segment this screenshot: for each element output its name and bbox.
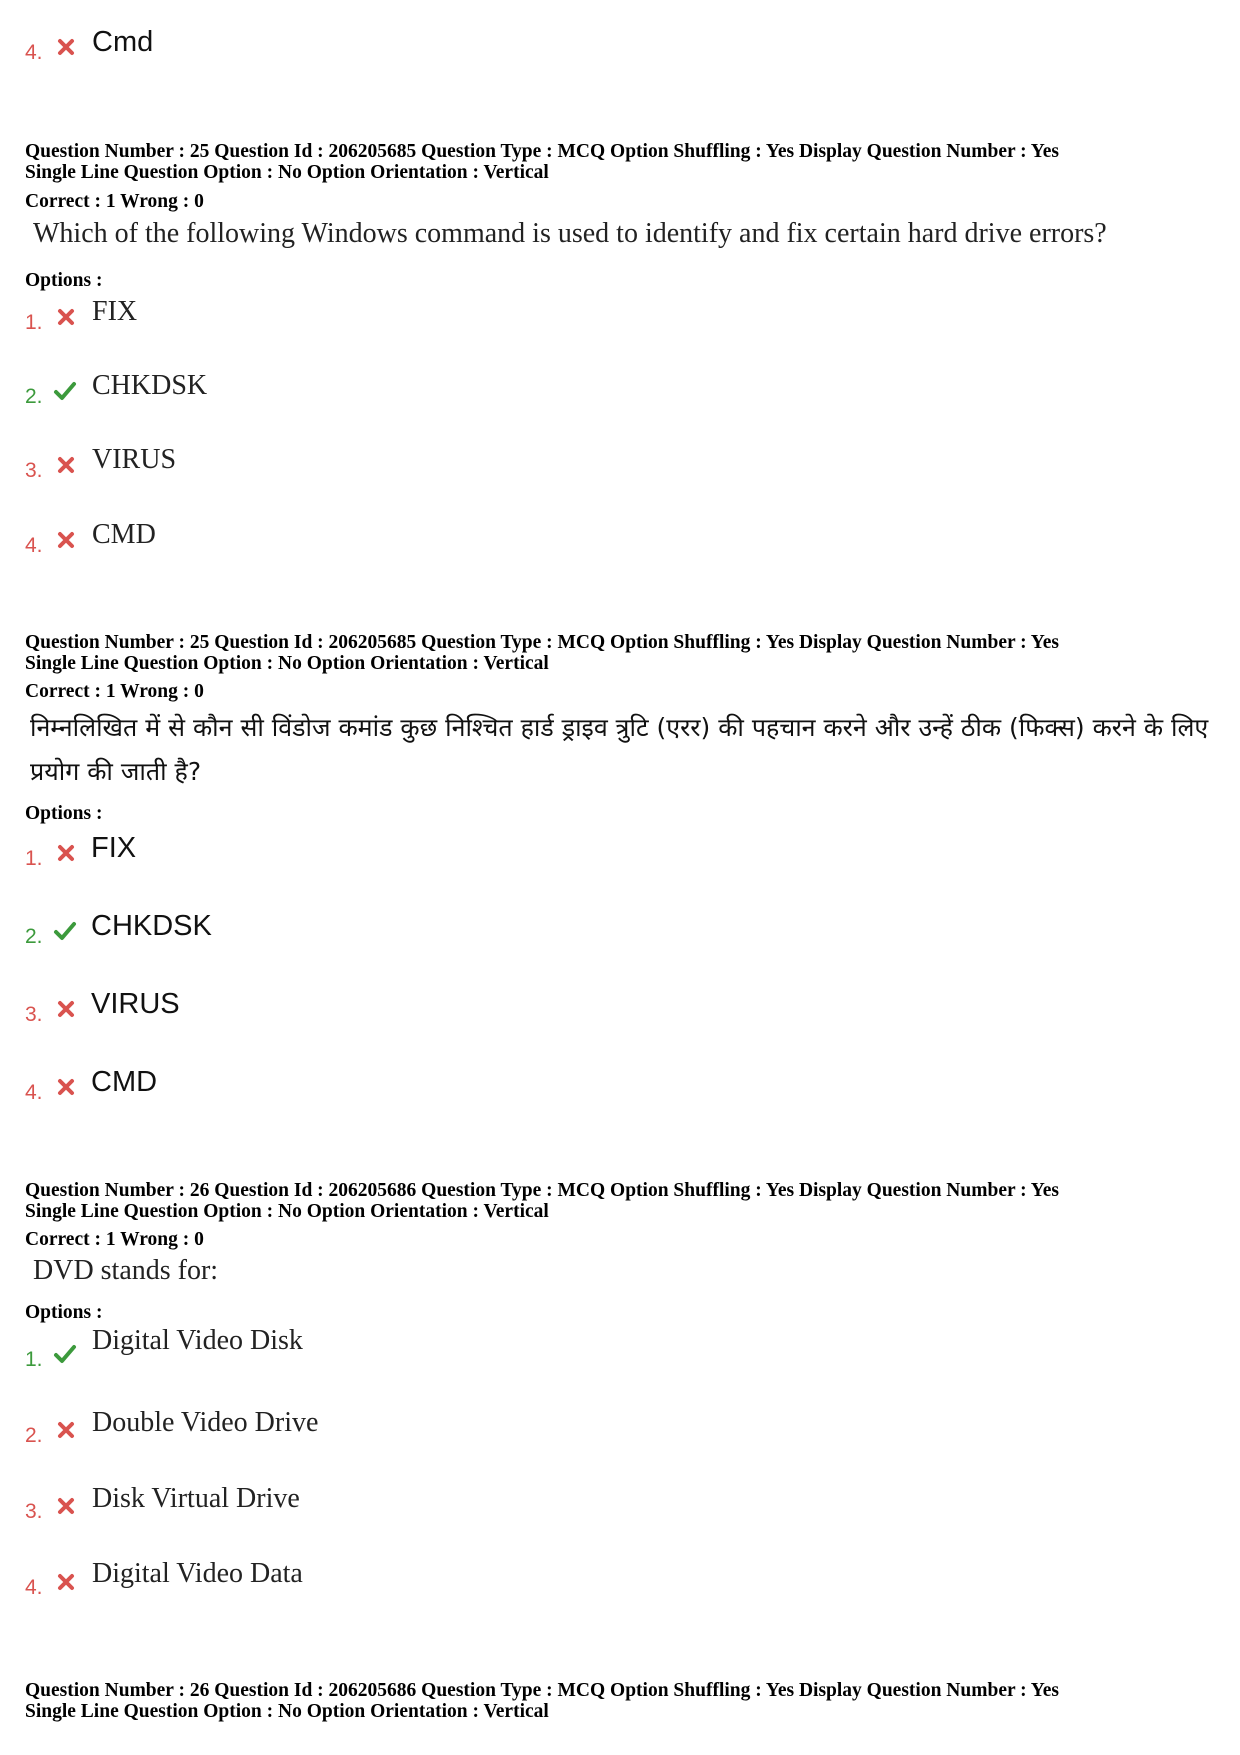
option-text: Digital Video Disk: [92, 1325, 303, 1356]
option-number: 3.: [25, 1500, 43, 1523]
question-text: निम्नलिखित में से कौन सी विंडोज कमांड कुछ निश्चित हार्ड ड्राइव त्रुटि (एरर) की पहचान करने और उन्हें ठीक (फिक्स) करने के लिए प्रयोग की जाती है?: [30, 713, 1209, 786]
option-text: Double Video Drive: [92, 1407, 319, 1438]
option-number: 1.: [25, 847, 43, 870]
option-number: 1.: [25, 311, 43, 334]
option-number: 3.: [25, 1003, 43, 1026]
marks-info: Correct : 1 Wrong : 0: [25, 681, 204, 702]
option-text: VIRUS: [92, 444, 177, 475]
cross-icon: [55, 454, 77, 476]
option-text: Disk Virtual Drive: [92, 1483, 300, 1514]
option-number: 4.: [25, 1081, 43, 1104]
question-meta: Question Number : 26 Question Id : 206205686 Question Type : MCQ Option Shuffling : Yes Display Question Number : Yes Single Line Question Option : No Option Orientation : Vertical: [25, 1680, 1059, 1722]
option-number: 2.: [25, 925, 43, 948]
option-text: Digital Video Data: [92, 1558, 303, 1589]
cross-icon: [55, 36, 77, 58]
question-meta: Question Number : 26 Question Id : 206205686 Question Type : MCQ Option Shuffling : Yes Display Question Number : Yes Single Line Question Option : No Option Orientation : Vertical: [25, 1180, 1059, 1222]
cross-icon: [55, 1571, 77, 1593]
option-number: 4.: [25, 534, 43, 557]
question-meta: Question Number : 25 Question Id : 206205685 Question Type : MCQ Option Shuffling : Yes Display Question Number : Yes Single Line Question Option : No Option Orientation : Vertical: [25, 632, 1059, 674]
question-text: Which of the following Windows command is used to identify and fix certain hard drive errors?: [33, 218, 1107, 249]
option-text: Cmd: [92, 26, 154, 58]
option-number: 2.: [25, 385, 43, 408]
option-text: CMD: [92, 519, 156, 550]
options-label: Options :: [25, 803, 103, 824]
check-icon: [53, 1343, 75, 1365]
option-text: CHKDSK: [92, 370, 208, 401]
option-text: CHKDSK: [91, 910, 212, 942]
option-text: CMD: [91, 1066, 158, 1098]
cross-icon: [55, 1495, 77, 1517]
option-text: VIRUS: [91, 988, 180, 1020]
cross-icon: [55, 842, 77, 864]
question-text: DVD stands for:: [33, 1255, 219, 1286]
question-meta: Question Number : 25 Question Id : 206205685 Question Type : MCQ Option Shuffling : Yes Display Question Number : Yes Single Line Question Option : No Option Orientation : Vertical: [25, 141, 1059, 183]
option-number: 2.: [25, 1424, 43, 1447]
options-label: Options :: [25, 1302, 103, 1323]
option-number: 1.: [25, 1348, 43, 1371]
options-label: Options :: [25, 270, 103, 291]
cross-icon: [55, 529, 77, 551]
option-number: 3.: [25, 459, 43, 482]
option-text: FIX: [92, 296, 138, 327]
cross-icon: [55, 998, 77, 1020]
option-number: 4.: [25, 41, 43, 64]
option-number: 4.: [25, 1576, 43, 1599]
marks-info: Correct : 1 Wrong : 0: [25, 1229, 204, 1250]
option-text: FIX: [91, 832, 137, 864]
cross-icon: [55, 1076, 77, 1098]
check-icon: [53, 920, 75, 942]
cross-icon: [55, 306, 77, 328]
check-icon: [53, 380, 75, 402]
cross-icon: [55, 1419, 77, 1441]
marks-info: Correct : 1 Wrong : 0: [25, 191, 204, 212]
